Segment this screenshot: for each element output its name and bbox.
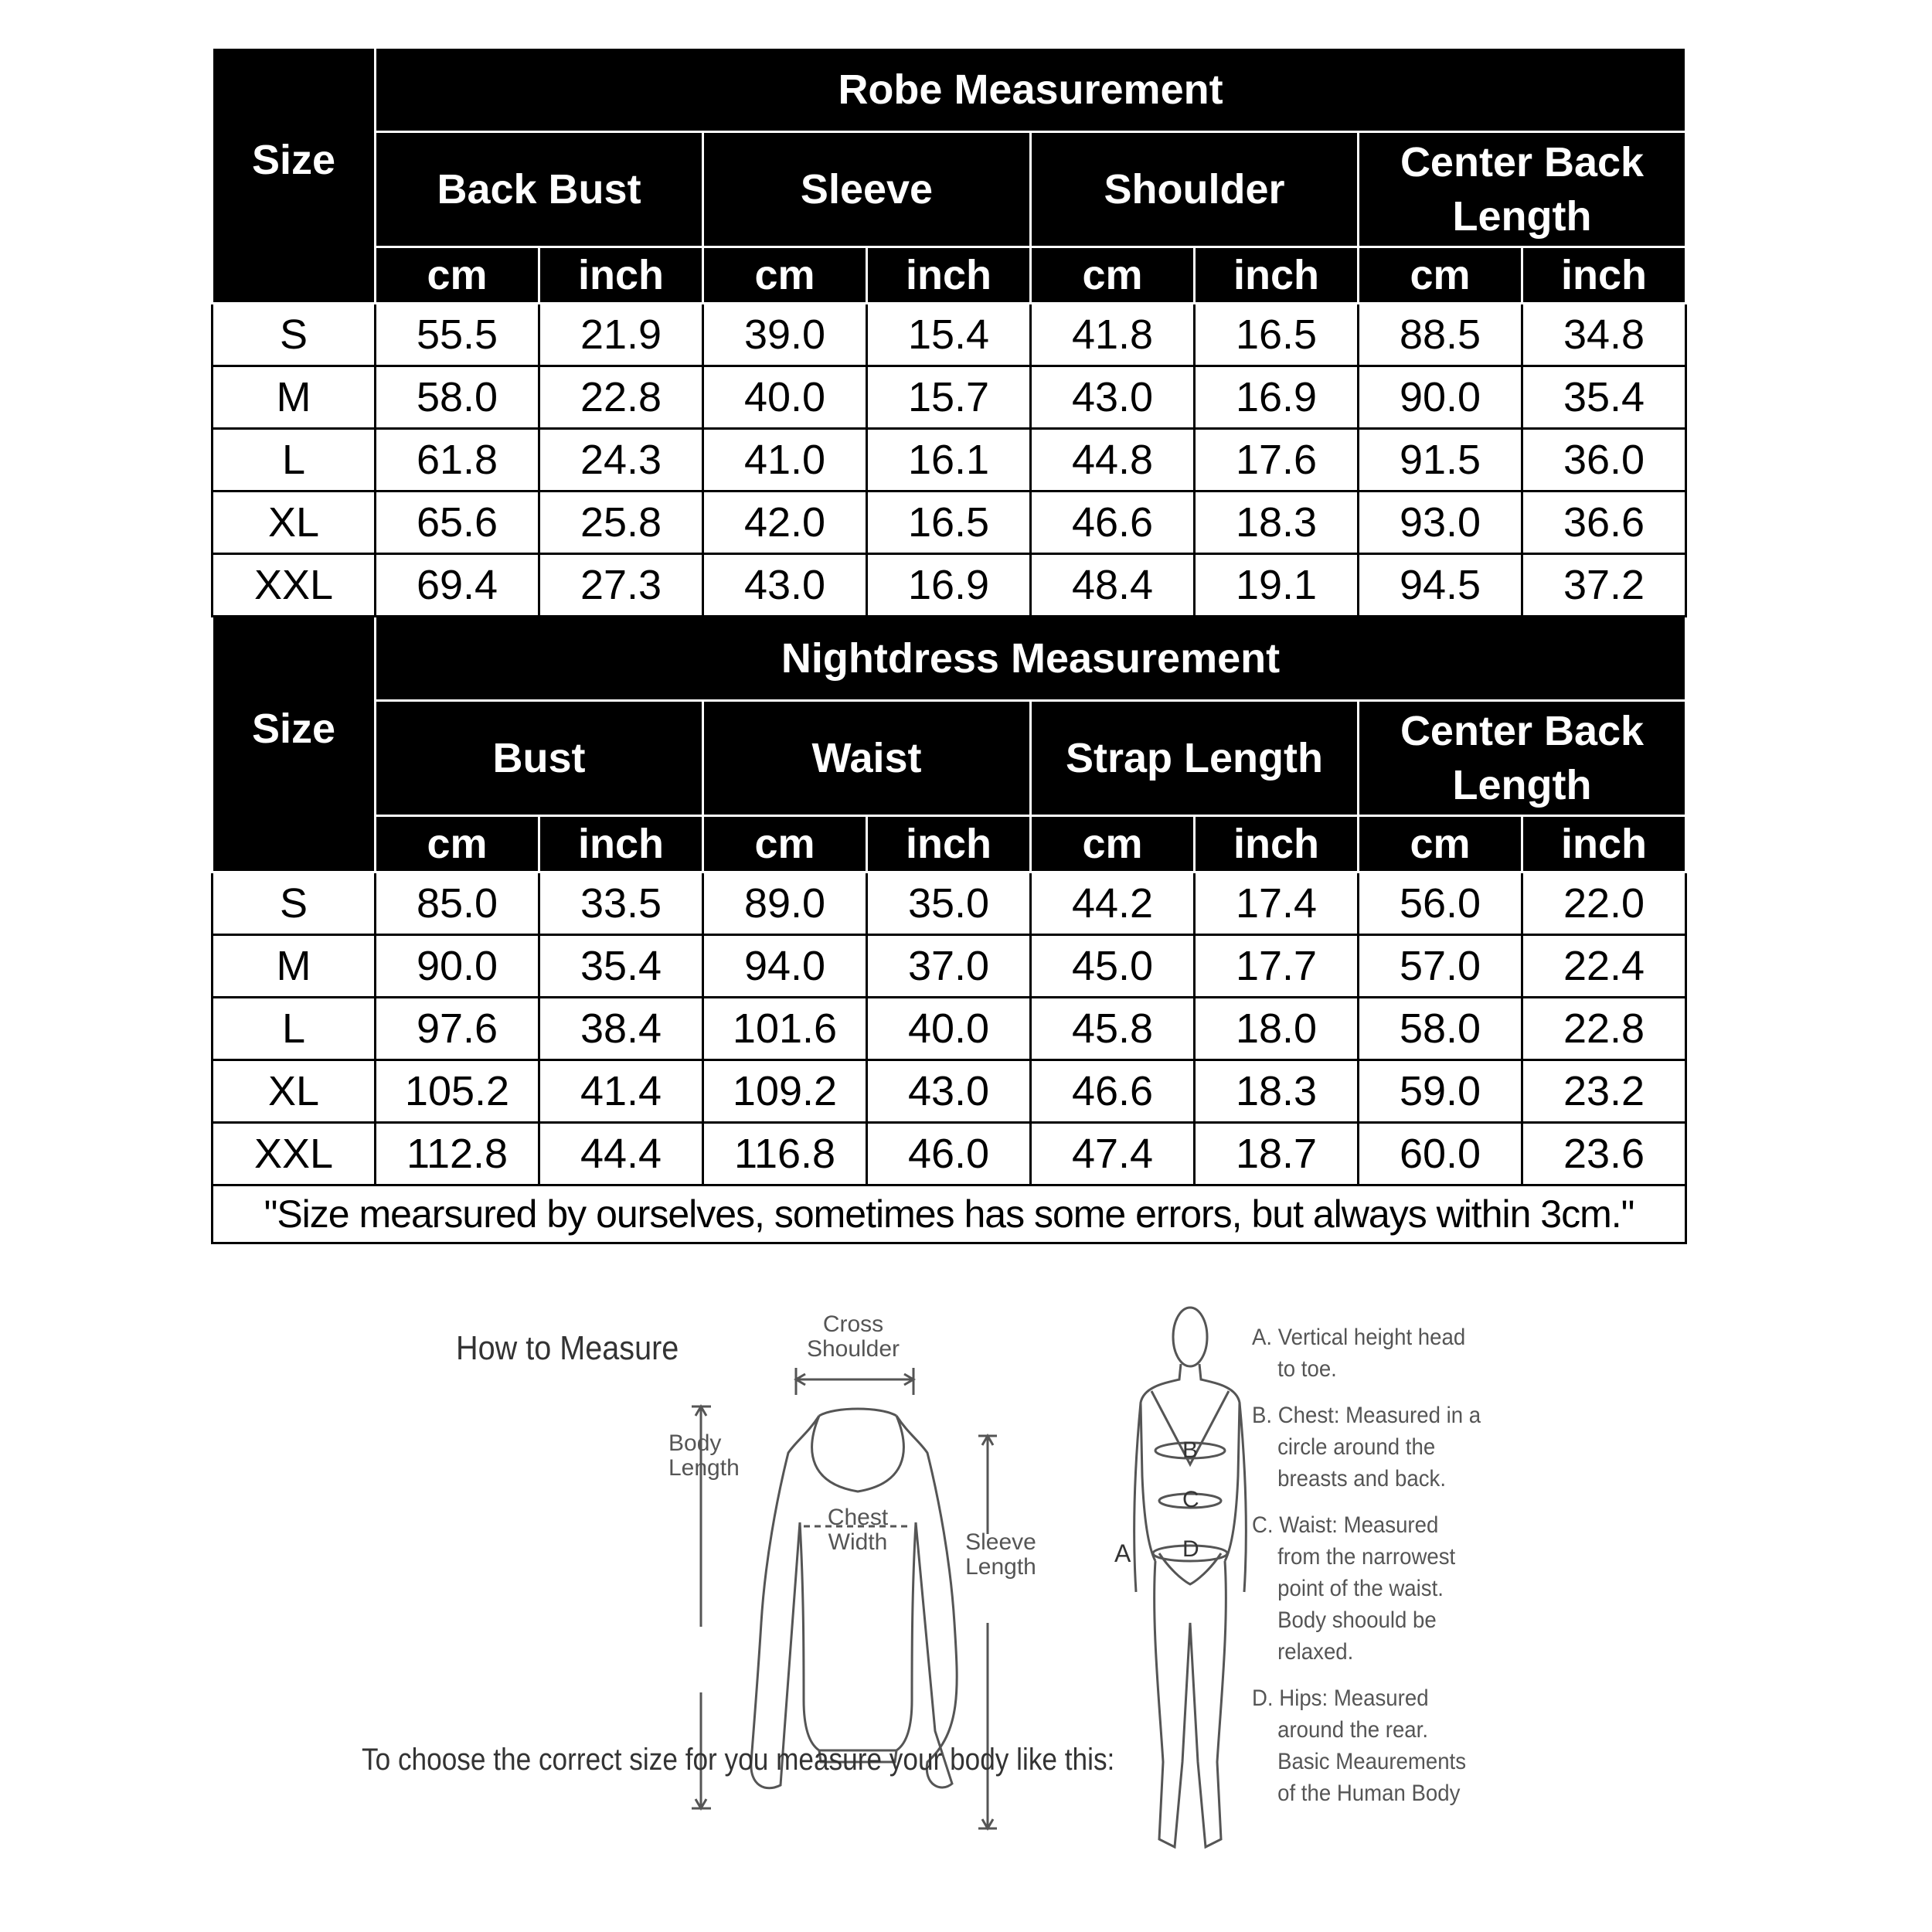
unit-cm: cm bbox=[1031, 247, 1195, 304]
marker-c: C bbox=[1182, 1487, 1199, 1512]
robe-value-cell: 43.0 bbox=[1031, 366, 1195, 429]
nightdress-size-header: Size bbox=[213, 617, 376, 872]
cross-shoulder-label-line1: Cross bbox=[822, 1311, 884, 1337]
unit-cm: cm bbox=[703, 247, 867, 304]
robe-col-back-bust: Back Bust bbox=[376, 132, 703, 247]
robe-col-sleeve: Sleeve bbox=[703, 132, 1031, 247]
nightdress-size-cell: M bbox=[213, 935, 376, 998]
robe-value-cell: 24.3 bbox=[539, 429, 703, 492]
unit-cm: cm bbox=[1359, 247, 1522, 304]
robe-row bbox=[213, 492, 1686, 554]
nightdress-value-cell: 44.2 bbox=[1031, 872, 1195, 935]
nightdress-value-cell: 116.8 bbox=[703, 1123, 867, 1185]
unit-cm: cm bbox=[1359, 816, 1522, 872]
robe-value-cell: 90.0 bbox=[1359, 366, 1522, 429]
nightdress-value-cell: 46.6 bbox=[1031, 1060, 1195, 1123]
nightdress-value-cell: 18.0 bbox=[1195, 998, 1359, 1060]
nightdress-value-cell: 105.2 bbox=[376, 1060, 539, 1123]
robe-section bbox=[213, 48, 1686, 617]
nightdress-value-cell: 18.3 bbox=[1195, 1060, 1359, 1123]
robe-value-cell: 16.9 bbox=[867, 554, 1031, 617]
nightdress-value-cell: 60.0 bbox=[1359, 1123, 1522, 1185]
unit-cm: cm bbox=[1031, 816, 1195, 872]
robe-row bbox=[213, 554, 1686, 617]
nightdress-row bbox=[213, 1123, 1686, 1185]
robe-value-cell: 48.4 bbox=[1031, 554, 1195, 617]
nightdress-row bbox=[213, 935, 1686, 998]
nightdress-value-cell: 109.2 bbox=[703, 1060, 867, 1123]
robe-value-cell: 69.4 bbox=[376, 554, 539, 617]
chest-width-label-line1: Chest bbox=[827, 1505, 889, 1530]
note-d bbox=[1252, 1682, 1536, 1809]
robe-value-cell: 42.0 bbox=[703, 492, 867, 554]
size-chart-table bbox=[211, 46, 1687, 1244]
robe-row bbox=[213, 304, 1686, 366]
nightdress-row bbox=[213, 872, 1686, 935]
nightdress-col-waist: Waist bbox=[703, 701, 1031, 816]
note-d-line: around the rear. bbox=[1277, 1717, 1429, 1743]
robe-value-cell: 15.4 bbox=[867, 304, 1031, 366]
robe-size-cell: S bbox=[213, 304, 376, 366]
nightdress-section bbox=[213, 617, 1686, 1185]
robe-size-cell: L bbox=[213, 429, 376, 492]
robe-value-cell: 15.7 bbox=[867, 366, 1031, 429]
nightdress-value-cell: 56.0 bbox=[1359, 872, 1522, 935]
robe-value-cell: 35.4 bbox=[1522, 366, 1686, 429]
note-c bbox=[1252, 1509, 1536, 1668]
nightdress-value-cell: 22.4 bbox=[1522, 935, 1686, 998]
robe-col-center-back-length: Center Back Length bbox=[1359, 132, 1686, 247]
nightdress-size-cell: S bbox=[213, 872, 376, 935]
unit-inch: inch bbox=[1195, 247, 1359, 304]
note-b bbox=[1252, 1400, 1536, 1495]
nightdress-value-cell: 17.4 bbox=[1195, 872, 1359, 935]
robe-value-cell: 17.6 bbox=[1195, 429, 1359, 492]
robe-value-cell: 65.6 bbox=[376, 492, 539, 554]
nightdress-value-cell: 94.0 bbox=[703, 935, 867, 998]
robe-value-cell: 16.5 bbox=[1195, 304, 1359, 366]
note-a-line: to toe. bbox=[1277, 1356, 1337, 1382]
robe-size-cell: XXL bbox=[213, 554, 376, 617]
nightdress-size-cell: XXL bbox=[213, 1123, 376, 1185]
nightdress-value-cell: 35.4 bbox=[539, 935, 703, 998]
note-d-line: of the Human Body bbox=[1277, 1781, 1461, 1806]
note-a-head: A. Vertical height head bbox=[1252, 1325, 1466, 1350]
nightdress-value-cell: 46.0 bbox=[867, 1123, 1031, 1185]
note-b-head: B. Chest: Measured in a bbox=[1252, 1403, 1481, 1428]
nightdress-row bbox=[213, 998, 1686, 1060]
robe-value-cell: 19.1 bbox=[1195, 554, 1359, 617]
nightdress-title: Nightdress Measurement bbox=[376, 617, 1686, 701]
nightdress-value-cell: 47.4 bbox=[1031, 1123, 1195, 1185]
robe-value-cell: 34.8 bbox=[1522, 304, 1686, 366]
robe-value-cell: 93.0 bbox=[1359, 492, 1522, 554]
note-b-line: circle around the bbox=[1277, 1434, 1436, 1460]
unit-cm: cm bbox=[376, 247, 539, 304]
chest-width-label-line2: Width bbox=[828, 1529, 888, 1555]
nightdress-value-cell: 17.7 bbox=[1195, 935, 1359, 998]
nightdress-value-cell: 101.6 bbox=[703, 998, 867, 1060]
how-to-measure-guide bbox=[0, 1298, 1932, 1932]
nightdress-value-cell: 112.8 bbox=[376, 1123, 539, 1185]
unit-inch: inch bbox=[867, 247, 1031, 304]
robe-value-cell: 27.3 bbox=[539, 554, 703, 617]
note-d-line: Basic Meaurements bbox=[1277, 1749, 1467, 1774]
marker-b: B bbox=[1182, 1437, 1199, 1463]
robe-value-cell: 40.0 bbox=[703, 366, 867, 429]
measurement-note: "Size mearsured by ourselves, sometimes has some errors, but always within 3cm." bbox=[213, 1185, 1686, 1243]
nightdress-value-cell: 22.8 bbox=[1522, 998, 1686, 1060]
robe-value-cell: 43.0 bbox=[703, 554, 867, 617]
nightdress-value-cell: 58.0 bbox=[1359, 998, 1522, 1060]
unit-inch: inch bbox=[867, 816, 1031, 872]
nightdress-value-cell: 89.0 bbox=[703, 872, 867, 935]
marker-a: A bbox=[1114, 1539, 1131, 1567]
robe-col-shoulder: Shoulder bbox=[1031, 132, 1359, 247]
robe-size-cell: M bbox=[213, 366, 376, 429]
body-length-label-line2: Length bbox=[668, 1455, 740, 1481]
nightdress-row bbox=[213, 1060, 1686, 1123]
nightdress-value-cell: 45.8 bbox=[1031, 998, 1195, 1060]
cross-shoulder-label-line2: Shoulder bbox=[806, 1336, 900, 1362]
nightdress-value-cell: 23.6 bbox=[1522, 1123, 1686, 1185]
nightdress-value-cell: 40.0 bbox=[867, 998, 1031, 1060]
note-c-line: from the narrowest bbox=[1277, 1544, 1456, 1570]
nightdress-col-bust: Bust bbox=[376, 701, 703, 816]
robe-row bbox=[213, 366, 1686, 429]
cross-shoulder-label bbox=[799, 1312, 907, 1362]
chest-width-label bbox=[804, 1505, 912, 1555]
robe-value-cell: 91.5 bbox=[1359, 429, 1522, 492]
how-to-measure-heading: How to Measure bbox=[456, 1329, 679, 1367]
nightdress-value-cell: 44.4 bbox=[539, 1123, 703, 1185]
nightdress-size-cell: L bbox=[213, 998, 376, 1060]
unit-inch: inch bbox=[539, 816, 703, 872]
unit-inch: inch bbox=[539, 247, 703, 304]
nightdress-value-cell: 22.0 bbox=[1522, 872, 1686, 935]
robe-value-cell: 36.0 bbox=[1522, 429, 1686, 492]
robe-value-cell: 18.3 bbox=[1195, 492, 1359, 554]
note-a bbox=[1252, 1321, 1536, 1385]
robe-value-cell: 58.0 bbox=[376, 366, 539, 429]
robe-value-cell: 61.8 bbox=[376, 429, 539, 492]
robe-size-cell: XL bbox=[213, 492, 376, 554]
nightdress-size-cell: XL bbox=[213, 1060, 376, 1123]
body-length-label-line1: Body bbox=[668, 1430, 722, 1456]
note-section bbox=[213, 1185, 1686, 1243]
robe-value-cell: 55.5 bbox=[376, 304, 539, 366]
robe-size-header: Size bbox=[213, 48, 376, 304]
note-c-line: Body shoould be bbox=[1277, 1607, 1437, 1633]
choose-size-instruction: To choose the correct size for you measure your body like this: bbox=[362, 1743, 1115, 1777]
robe-value-cell: 39.0 bbox=[703, 304, 867, 366]
unit-cm: cm bbox=[703, 816, 867, 872]
body-length-label bbox=[668, 1431, 753, 1481]
nightdress-value-cell: 33.5 bbox=[539, 872, 703, 935]
nightdress-value-cell: 37.0 bbox=[867, 935, 1031, 998]
note-c-line: point of the waist. bbox=[1277, 1576, 1444, 1601]
nightdress-value-cell: 57.0 bbox=[1359, 935, 1522, 998]
nightdress-value-cell: 85.0 bbox=[376, 872, 539, 935]
robe-value-cell: 44.8 bbox=[1031, 429, 1195, 492]
robe-value-cell: 94.5 bbox=[1359, 554, 1522, 617]
nightdress-value-cell: 41.4 bbox=[539, 1060, 703, 1123]
nightdress-value-cell: 59.0 bbox=[1359, 1060, 1522, 1123]
robe-value-cell: 16.9 bbox=[1195, 366, 1359, 429]
note-c-line: relaxed. bbox=[1277, 1639, 1354, 1665]
nightdress-col-center-back-length: Center Back Length bbox=[1359, 701, 1686, 816]
nightdress-value-cell: 97.6 bbox=[376, 998, 539, 1060]
nightdress-value-cell: 23.2 bbox=[1522, 1060, 1686, 1123]
nightdress-value-cell: 38.4 bbox=[539, 998, 703, 1060]
robe-value-cell: 41.0 bbox=[703, 429, 867, 492]
robe-value-cell: 21.9 bbox=[539, 304, 703, 366]
marker-d: D bbox=[1182, 1536, 1199, 1562]
robe-value-cell: 22.8 bbox=[539, 366, 703, 429]
nightdress-value-cell: 43.0 bbox=[867, 1060, 1031, 1123]
note-d-head: D. Hips: Measured bbox=[1252, 1685, 1429, 1711]
note-b-line: breasts and back. bbox=[1277, 1466, 1446, 1492]
sleeve-length-label bbox=[951, 1530, 1051, 1580]
nightdress-col-strap-length: Strap Length bbox=[1031, 701, 1359, 816]
nightdress-value-cell: 35.0 bbox=[867, 872, 1031, 935]
robe-row bbox=[213, 429, 1686, 492]
nightdress-value-cell: 45.0 bbox=[1031, 935, 1195, 998]
robe-title: Robe Measurement bbox=[376, 48, 1686, 132]
sleeve-length-label-line1: Sleeve bbox=[965, 1529, 1036, 1555]
nightdress-value-cell: 90.0 bbox=[376, 935, 539, 998]
unit-inch: inch bbox=[1522, 247, 1686, 304]
measurement-notes bbox=[1252, 1321, 1561, 1824]
robe-value-cell: 41.8 bbox=[1031, 304, 1195, 366]
robe-value-cell: 37.2 bbox=[1522, 554, 1686, 617]
robe-value-cell: 46.6 bbox=[1031, 492, 1195, 554]
robe-value-cell: 25.8 bbox=[539, 492, 703, 554]
measurement-illustration bbox=[0, 1298, 1932, 1932]
body-figure-drawing bbox=[1134, 1308, 1247, 1847]
robe-value-cell: 88.5 bbox=[1359, 304, 1522, 366]
unit-cm: cm bbox=[376, 816, 539, 872]
note-c-head: C. Waist: Measured bbox=[1252, 1512, 1439, 1538]
robe-value-cell: 36.6 bbox=[1522, 492, 1686, 554]
nightdress-value-cell: 18.7 bbox=[1195, 1123, 1359, 1185]
robe-value-cell: 16.5 bbox=[867, 492, 1031, 554]
unit-inch: inch bbox=[1195, 816, 1359, 872]
sleeve-length-label-line2: Length bbox=[965, 1554, 1036, 1580]
unit-inch: inch bbox=[1522, 816, 1686, 872]
robe-value-cell: 16.1 bbox=[867, 429, 1031, 492]
